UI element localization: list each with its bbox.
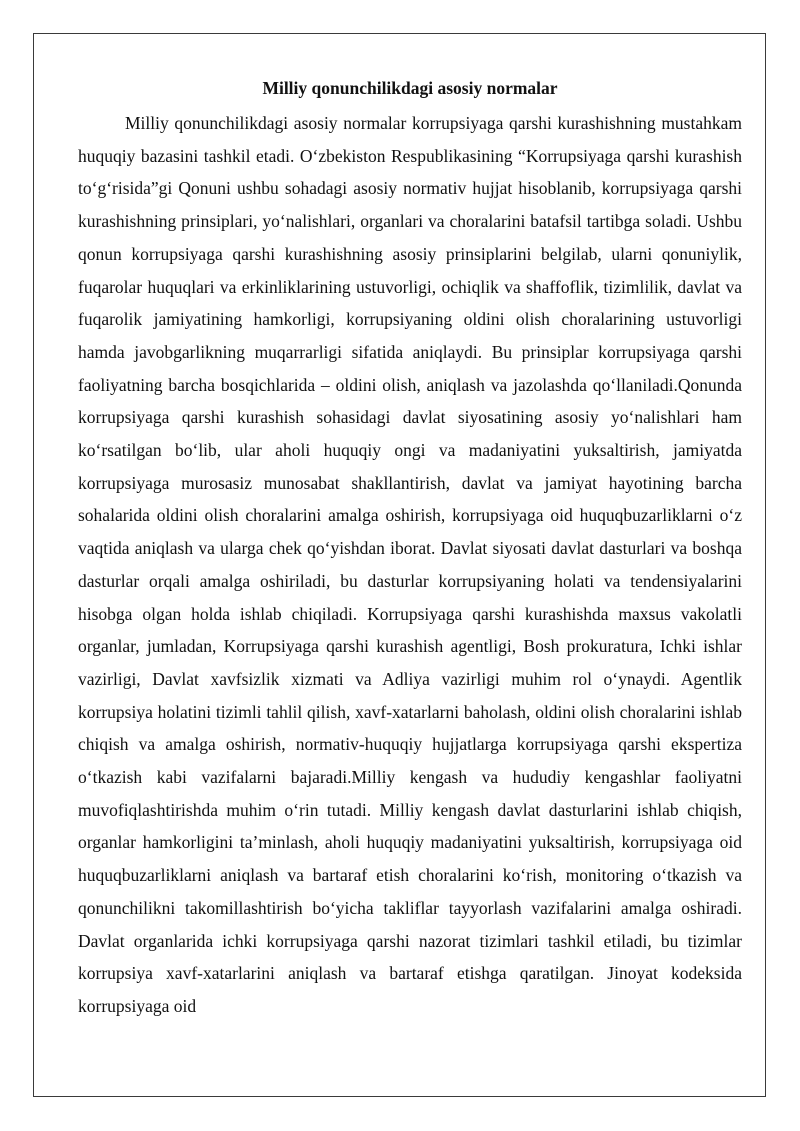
document-paragraph: Milliy qonunchilikdagi asosiy normalar korrupsiyaga qarshi kurashishning mustahkam huquqiy bazasini tashkil etadi. O‘zbekiston Respublikasining “Korrupsiyaga qarshi kurashish to‘g‘risida”gi Qonuni ushbu sohadagi asosiy normativ hujjat hisoblanib, korrupsiyaga qarshi kurashishning prinsiplari, yo‘nalishlari, organlari va choralarini batafsil tartibga soladi. Ushbu qonun korrupsiyaga qarshi kurashishning asosiy prinsiplarini belgilab, ularni qonuniylik, fuqarolar huquqlari va erkinliklarining ustuvorligi, ochiqlik va shaffoflik, tizimlilik, davlat va fuqarolik jamiyatining hamkorligi, korrupsiyaning oldini olish choralarining ustuvorligi hamda javobgarlikning muqarrarligi sifatida aniqlaydi. Bu prinsiplar korrupsiyaga qarshi faoliyatning barcha bosqichlarida – oldini olish, aniqlash va jazolashda qo‘llaniladi.Qonunda korrupsiyaga qarshi kurashish sohasidagi davlat siyosatining asosiy yo‘nalishlari ham ko‘rsatilgan bo‘lib, ular aholi huquqiy ongi va madaniyatini yuksaltirish, jamiyatda korrupsiyaga murosasiz munosabat shakllantirish, davlat va jamiyat hayotining barcha sohalarida oldini olish choralarini amalga oshirish, korrupsiyaga oid huquqbuzarliklarni o‘z vaqtida aniqlash va ularga chek qo‘yishdan iborat. Davlat siyosati davlat dasturlari va boshqa dasturlar orqali amalga oshiriladi, bu dasturlar korrupsiyaning holati va tendensiyalarini hisobga olgan holda ishlab chiqiladi. Korrupsiyaga qarshi kurashishda maxsus vakolatli organlar, jumladan, Korrupsiyaga qarshi kurashish agentligi, Bosh prokuratura, Ichki ishlar vazirligi, Davlat xavfsizlik xizmati va Adliya vazirligi muhim rol o‘ynaydi. Agentlik korrupsiya holatini tizimli tahlil qilish, xavf-xatarlarni baholash, oldini olish choralarini ishlab chiqish va amalga oshirish, normativ-huquqiy hujjatlarga korrupsiyaga qarshi ekspertiza o‘tkazish kabi vazifalarni bajaradi.Milliy kengash va hududiy kengashlar faoliyatni muvofiqlashtirishda muhim o‘rin tutadi. Milliy kengash davlat dasturlarini ishlab chiqish, organlar hamkorligini ta’minlash, aholi huquqiy madaniyatini yuksaltirish, korrupsiyaga oid huquqbuzarliklarni aniqlash va bartaraf etish choralarini ko‘rish, monitoring o‘tkazish va qonunchilikni takomillashtirish bo‘yicha takliflar tayyorlash vazifalarini amalga oshiradi. Davlat organlarida ichki korrupsiyaga qarshi nazorat tizimlari tashkil etiladi, bu tizimlar korrupsiya xavf-xatarlarini aniqlash va bartaraf etishga qaratilgan. Jinoyat kodeksida korrupsiyaga oid [78, 113, 742, 1016]
document-title: Milliy qonunchilikdagi asosiy normalar [262, 78, 558, 98]
document-body [78, 78, 742, 1023]
